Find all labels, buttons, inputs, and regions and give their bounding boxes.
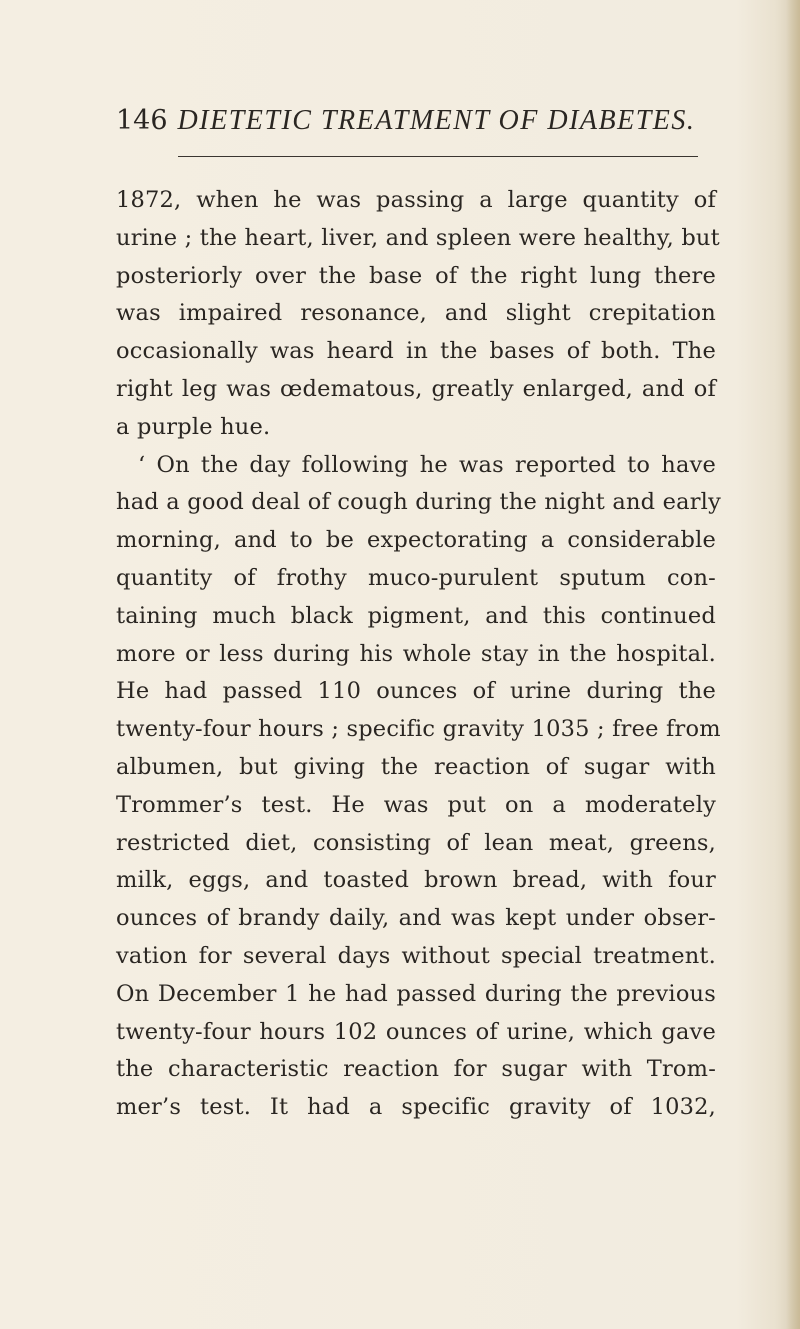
page-number: 146 — [116, 105, 168, 136]
text-line: vation for several days without special treatment. — [116, 942, 716, 969]
text-line: taining much black pigment, and this continued — [116, 602, 716, 629]
text-line: occasionally was heard in the bases of both. The — [116, 338, 716, 365]
text-line: a purple hue. — [116, 413, 271, 440]
text-line: twenty-four hours 102 ounces of urine, which gave — [116, 1018, 716, 1045]
text-line: mer’s test. It had a specific gravity of 1032, — [116, 1094, 716, 1121]
page-edge-shadow — [786, 0, 800, 1329]
text-line: twenty-four hours ; specific gravity 1035 ; free from — [116, 716, 721, 743]
text-line: On December 1 he had passed during the previous — [116, 980, 716, 1007]
body-text — [116, 182, 721, 1127]
text-line: posteriorly over the base of the right lung there — [116, 262, 716, 289]
text-line: more or less during his whole stay in the hospital. — [116, 640, 716, 667]
running-title: DIETETIC TREATMENT OF DIABETES. — [177, 105, 696, 136]
text-line: right leg was œdematous, greatly enlarged, and of — [116, 375, 716, 402]
text-line: Trommer’s test. He was put on a moderately — [116, 791, 716, 818]
text-line: morning, and to be expectorating a considerable — [116, 527, 716, 554]
text-line: was impaired resonance, and slight crepitation — [116, 300, 716, 327]
text-line: 1872, when he was passing a large quantity of — [116, 187, 716, 213]
text-line: ‘ On the day following he was reported to have — [138, 451, 716, 478]
running-head — [116, 103, 696, 139]
text-line: albumen, but giving the reaction of sugar with — [116, 753, 716, 780]
text-line: urine ; the heart, liver, and spleen were healthy, but — [116, 224, 720, 251]
text-line: the characteristic reaction for sugar with Trom- — [116, 1056, 716, 1083]
text-line: restricted diet, consisting of lean meat, greens, — [116, 829, 716, 856]
text-line: milk, eggs, and toasted brown bread, with four — [116, 867, 716, 894]
text-line: ounces of brandy daily, and was kept under obser- — [116, 905, 716, 932]
header-rule — [178, 156, 698, 157]
text-line: quantity of frothy muco-purulent sputum con- — [116, 564, 716, 591]
text-line: He had passed 110 ounces of urine during the — [116, 678, 716, 705]
text-line: had a good deal of cough during the night and early — [116, 489, 721, 516]
